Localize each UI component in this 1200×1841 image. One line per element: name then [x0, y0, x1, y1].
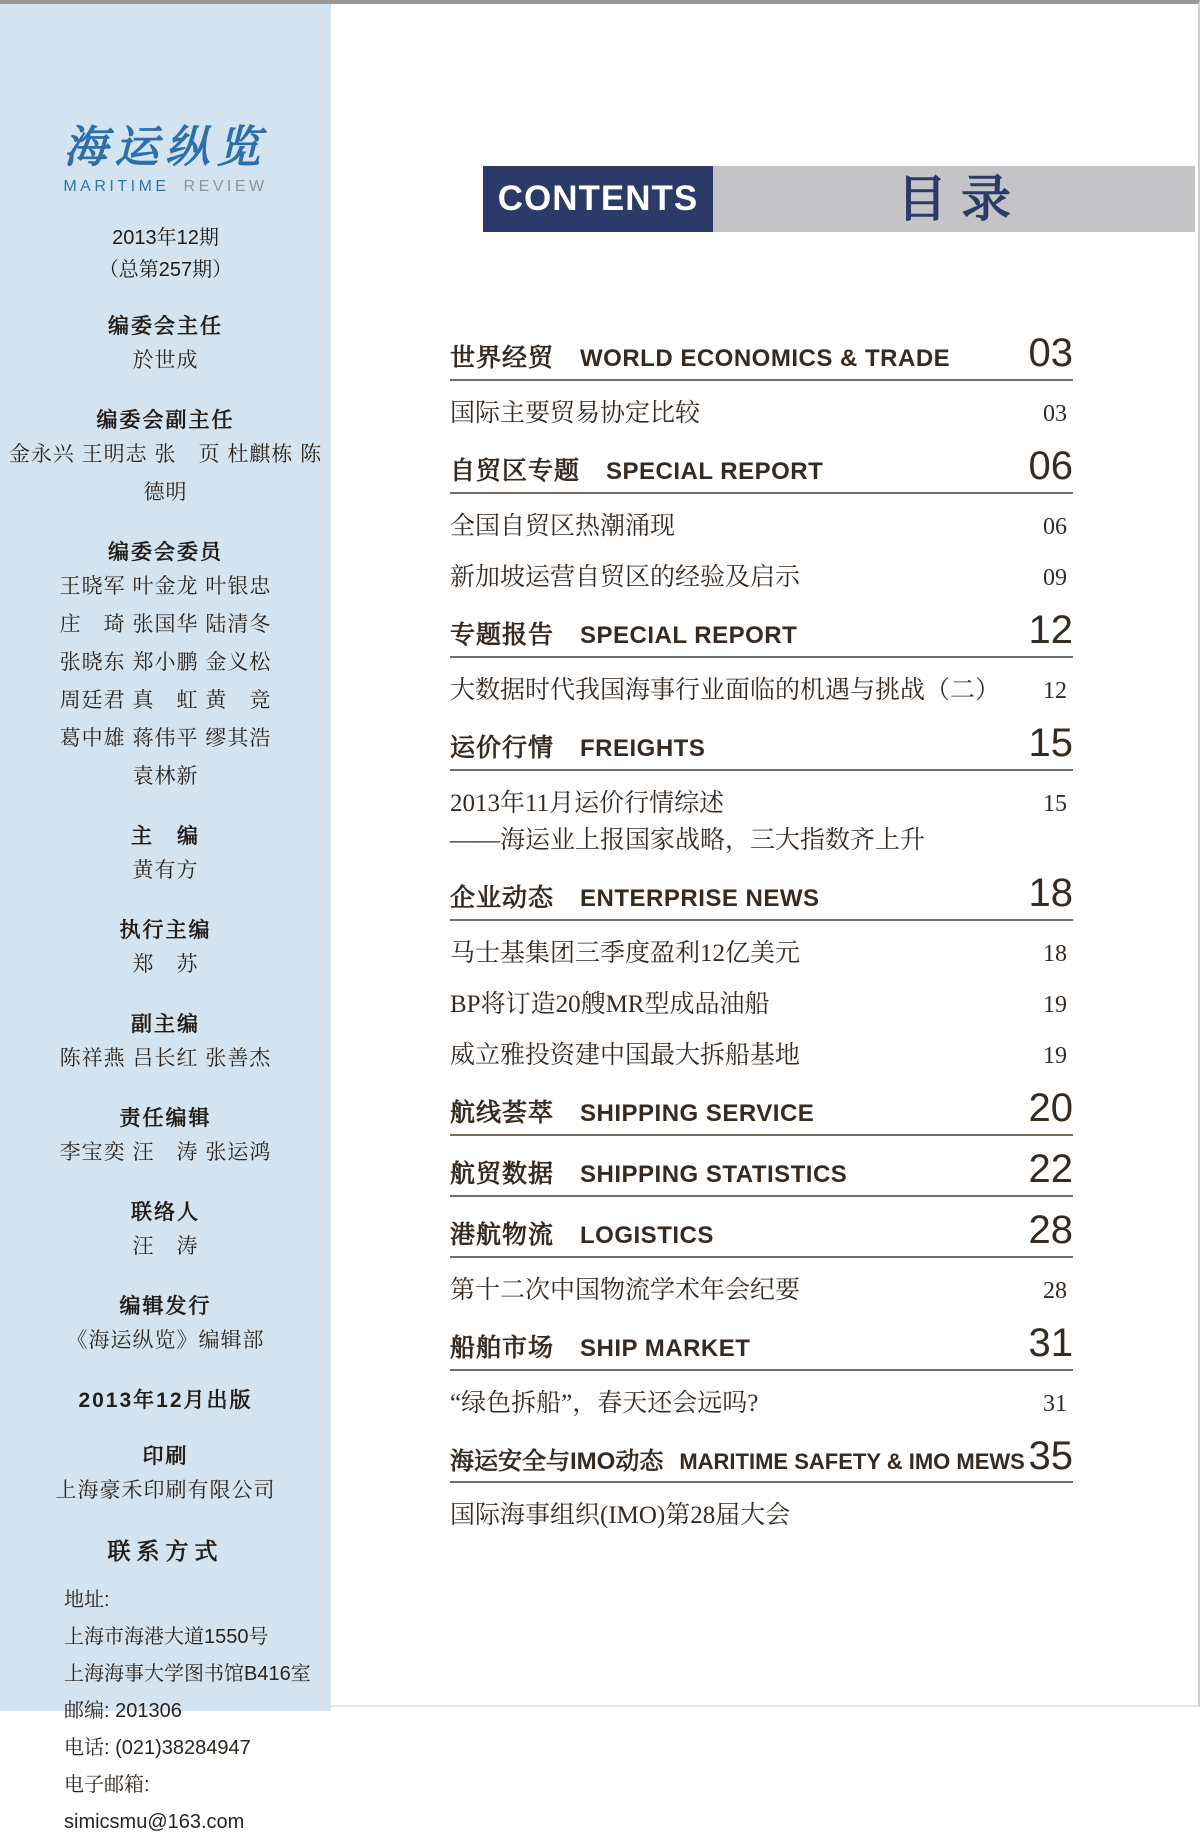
toc-section-row	[450, 1088, 1073, 1136]
block-heading: 印刷	[142, 1445, 189, 1468]
sidebar-block-contact-person	[0, 1184, 331, 1266]
section-page-number: 18	[1028, 871, 1073, 915]
block-heading: 编辑发行	[119, 1295, 212, 1318]
article-title-line-1: 2013年11月运价行情综述	[450, 790, 725, 817]
block-line: 陈祥燕 吕长红 张善杰	[59, 1047, 272, 1070]
toc-article-row	[450, 672, 1073, 709]
section-title-en: ENTERPRISE NEWS	[580, 885, 820, 912]
section-title-cn: 海运安全与IMO动态	[450, 1448, 664, 1475]
sidebar-block-chief-editor	[0, 808, 331, 890]
article-title: 新加坡运营自贸区的经验及启示	[450, 564, 801, 591]
block-line: 李宝奕 汪 涛 张运鸿	[59, 1141, 272, 1164]
toc-article-row	[450, 986, 1073, 1023]
sidebar-block-deputy-directors	[0, 392, 331, 512]
article-page-number: 19	[1043, 1043, 1067, 1069]
contact-line-address-1: 上海市海港大道1550号	[64, 1626, 269, 1648]
block-heading: 2013年12月出版	[78, 1389, 253, 1412]
masthead-sidebar	[0, 4, 331, 1833]
logo-title-en-maritime: MARITIME	[63, 178, 170, 195]
sidebar-block-publish-date	[0, 1372, 331, 1416]
sidebar-block-contact-info	[0, 1522, 331, 1566]
sidebar-block-deputy-editors	[0, 996, 331, 1078]
block-heading: 编委会主任	[108, 315, 223, 338]
issue-info	[0, 222, 331, 286]
section-page-number: 31	[1028, 1321, 1073, 1365]
section-page-number: 20	[1028, 1086, 1073, 1130]
section-title-en: SHIPPING STATISTICS	[580, 1161, 848, 1188]
table-of-contents	[450, 320, 1073, 1548]
block-heading: 责任编辑	[119, 1107, 212, 1130]
block-line: 周廷君 真 虹 黄 竞	[59, 689, 272, 712]
article-page-number: 28	[1043, 1278, 1067, 1304]
block-line: 金永兴 王明志 张 页 杜麒栋 陈德明	[8, 443, 323, 504]
article-page-number: 31	[1043, 1391, 1067, 1417]
issue-number: 2013年12期	[112, 227, 219, 249]
block-line: 黄有方	[132, 859, 199, 882]
toc-section-row	[450, 1210, 1073, 1258]
toc-section-row	[450, 723, 1073, 771]
block-line: 《海运纵览》编辑部	[66, 1329, 265, 1352]
article-page-number: 15	[1043, 791, 1067, 817]
article-page-number: 06	[1043, 514, 1067, 540]
article-page-number: 12	[1043, 678, 1067, 704]
section-title-en: WORLD ECONOMICS & TRADE	[580, 345, 951, 372]
section-title-cn: 港航物流	[450, 1221, 555, 1249]
logo-title-en-review: REVIEW	[183, 178, 268, 195]
article-title: 马士基集团三季度盈利12亿美元	[450, 940, 801, 967]
section-title-en: SPECIAL REPORT	[580, 622, 798, 649]
section-page-number: 22	[1028, 1147, 1073, 1191]
contact-info	[0, 1582, 331, 1841]
toc-article-row	[450, 1272, 1073, 1309]
article-page-number: 18	[1043, 941, 1067, 967]
article-page-number: 03	[1043, 401, 1067, 427]
toc-article-row	[450, 935, 1073, 972]
logo-title-en	[0, 178, 331, 196]
toc-section-row	[450, 873, 1073, 921]
toc-section-row	[450, 610, 1073, 658]
block-heading: 联络人	[131, 1201, 200, 1224]
toc-section-row	[450, 1149, 1073, 1197]
section-page-number: 35	[1028, 1434, 1073, 1478]
block-line: 上海豪禾印刷有限公司	[55, 1479, 276, 1502]
contents-title-box	[483, 166, 713, 232]
issue-total: （总第257期）	[98, 259, 233, 281]
section-title-cn: 航线荟萃	[450, 1099, 555, 1127]
toc-section-row	[450, 1323, 1073, 1371]
contact-line-address-label: 地址:	[64, 1589, 110, 1611]
section-title-cn: 自贸区专题	[450, 457, 581, 485]
section-title-en: LOGISTICS	[580, 1222, 714, 1249]
section-title-cn: 船舶市场	[450, 1334, 555, 1362]
block-line: 葛中雄 蒋伟平 缪其浩	[59, 727, 272, 750]
sidebar-block-publisher	[0, 1278, 331, 1360]
section-title-en: FREIGHTS	[580, 735, 706, 762]
article-title: 威立雅投资建中国最大拆船基地	[450, 1042, 801, 1069]
section-title-cn: 世界经贸	[450, 344, 555, 372]
toc-article-row	[450, 785, 1073, 859]
block-heading: 编委会副主任	[96, 409, 235, 432]
article-title: 第十二次中国物流学术年会纪要	[450, 1277, 801, 1304]
sidebar-block-printer	[0, 1428, 331, 1510]
article-title: 国际海事组织(IMO)第28届大会	[450, 1502, 791, 1529]
contact-line-email-label: 电子邮箱:	[64, 1774, 150, 1796]
article-title	[450, 785, 925, 859]
magazine-logo	[0, 122, 331, 196]
toc-article-row	[450, 395, 1073, 432]
section-title-en: MARITIME SAFETY & IMO MEWS	[679, 1449, 1025, 1474]
article-title-line-2: ——海运业上报国家战略，三大指数齐上升	[450, 827, 926, 854]
toc-article-row	[450, 1385, 1073, 1422]
section-page-number: 15	[1028, 721, 1073, 765]
toc-article-row	[450, 1497, 1073, 1534]
contact-line-email: simicsmu@163.com	[64, 1811, 245, 1833]
article-title: 大数据时代我国海事行业面临的机遇与挑战（二）	[450, 677, 1001, 704]
contact-line-address-2: 上海海事大学图书馆B416室	[64, 1663, 311, 1685]
logo-title-cn: 海运纵览	[63, 122, 268, 173]
toc-section-row	[450, 333, 1073, 381]
block-line: 张晓东 郑小鹏 金义松	[59, 651, 272, 674]
section-title-en: SHIP MARKET	[580, 1335, 751, 1362]
block-heading: 联系方式	[107, 1538, 224, 1564]
block-line: 王晓军 叶金龙 叶银忠	[59, 575, 272, 598]
block-heading: 编委会委员	[108, 541, 223, 564]
contents-header	[483, 166, 1195, 232]
article-title: 全国自贸区热潮涌现	[450, 513, 676, 540]
block-line: 袁林新	[132, 765, 199, 788]
section-page-number: 03	[1028, 331, 1073, 375]
article-page-number: 19	[1043, 992, 1067, 1018]
article-title: 国际主要贸易协定比较	[450, 400, 701, 427]
section-page-number: 28	[1028, 1208, 1073, 1252]
toc-cn-title: 目录	[897, 171, 1025, 227]
section-title-cn: 专题报告	[450, 621, 555, 649]
toc-article-row	[450, 559, 1073, 596]
block-line: 庄 琦 张国华 陆清冬	[59, 613, 272, 636]
toc-section-row	[450, 1436, 1073, 1483]
contents-title: CONTENTS	[497, 179, 699, 218]
sidebar-block-committee-members	[0, 524, 331, 796]
section-title-cn: 航贸数据	[450, 1160, 555, 1188]
sidebar-block-responsible-editors	[0, 1090, 331, 1172]
toc-article-row	[450, 508, 1073, 545]
block-heading: 执行主编	[119, 919, 212, 942]
section-title-en: SPECIAL REPORT	[606, 458, 824, 485]
toc-cn-title-box	[713, 166, 1195, 232]
contact-line-phone: 电话: (021)38284947	[64, 1737, 251, 1759]
section-page-number: 12	[1028, 608, 1073, 652]
block-heading: 主 编	[131, 825, 200, 848]
block-heading: 副主编	[131, 1013, 200, 1036]
block-line: 汪 涛	[132, 1235, 199, 1258]
block-line: 於世成	[132, 349, 199, 372]
contact-line-postcode: 邮编: 201306	[64, 1700, 182, 1722]
toc-section-row	[450, 446, 1073, 494]
block-line: 郑 苏	[132, 953, 199, 976]
sidebar-block-editorial-director	[0, 298, 331, 380]
toc-article-row	[450, 1037, 1073, 1074]
sidebar-block-executive-editor	[0, 902, 331, 984]
section-title-cn: 运价行情	[450, 734, 555, 762]
section-title-cn: 企业动态	[450, 884, 555, 912]
article-page-number: 09	[1043, 565, 1067, 591]
article-title: “绿色拆船”，春天还会远吗?	[450, 1390, 759, 1417]
section-page-number: 06	[1028, 444, 1073, 488]
article-title: BP将订造20艘MR型成品油船	[450, 991, 770, 1018]
section-title-en: SHIPPING SERVICE	[580, 1100, 815, 1127]
